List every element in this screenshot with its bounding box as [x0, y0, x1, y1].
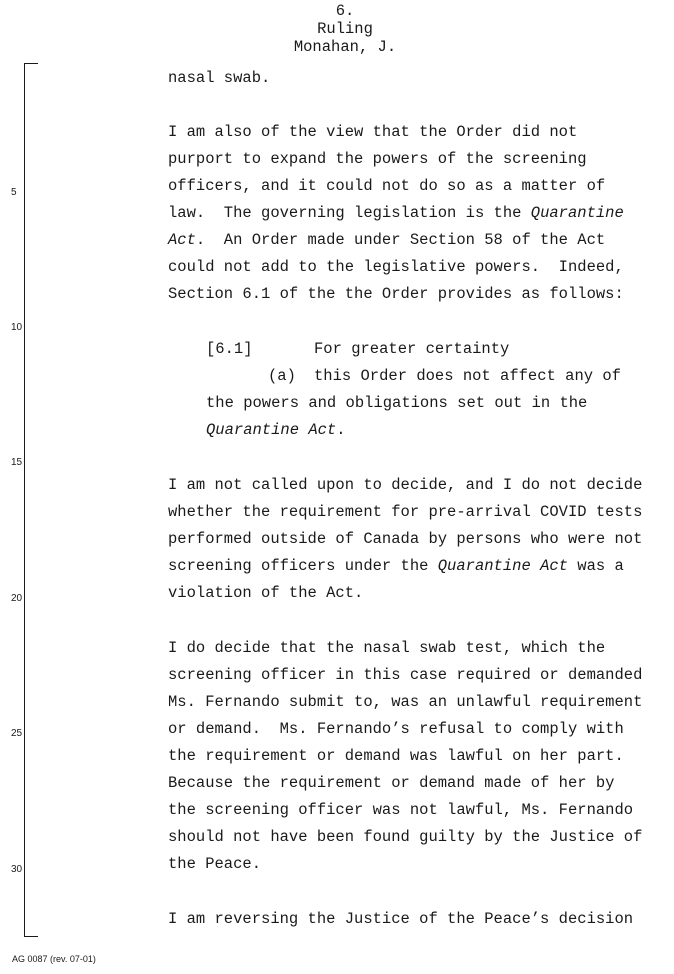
body-line: I am not called upon to decide, and I do not decide — [168, 476, 643, 494]
line-number: 25 — [11, 728, 23, 739]
italic-statute: Quarantine Act — [206, 421, 337, 439]
quote-line: Quarantine Act. — [206, 421, 346, 439]
body-line: I am also of the view that the Order did not — [168, 123, 578, 141]
judge-name: Monahan, J. — [293, 38, 397, 56]
body-line: Because the requirement or demand made of her by — [168, 774, 615, 792]
line-number: 15 — [11, 457, 23, 468]
body-line: nasal swab. — [168, 69, 271, 87]
form-footer: AG 0087 (rev. 07-01) — [12, 954, 96, 964]
body-line: I am reversing the Justice of the Peace’s decision — [168, 910, 634, 928]
body-line: I do decide that the nasal swab test, which the — [168, 639, 606, 657]
body-line: screening officer in this case required or demanded — [168, 666, 643, 684]
body-line: law. The governing legislation is the Quarantine — [168, 204, 624, 222]
page-number: 6. — [335, 2, 355, 20]
line-number: 10 — [11, 322, 23, 333]
line-number: 30 — [11, 864, 23, 875]
body-line: whether the requirement for pre-arrival COVID tests — [168, 503, 643, 521]
body-line: violation of the Act. — [168, 584, 364, 602]
margin-bracket-bottom — [24, 936, 38, 937]
quote-line: the powers and obligations set out in the — [206, 394, 588, 412]
body-line: should not have been found guilty by the Justice of — [168, 828, 643, 846]
body-line: Section 6.1 of the the Order provides as follows: — [168, 285, 624, 303]
body-line: Act. An Order made under Section 58 of the Act — [168, 231, 606, 249]
italic-statute: Quarantine — [530, 204, 624, 222]
italic-statute: Quarantine Act — [437, 557, 568, 575]
body-line: the Peace. — [168, 855, 262, 873]
section-title: Ruling — [317, 20, 373, 38]
quote-lead: For greater certainty — [314, 340, 510, 358]
line-number: 5 — [11, 187, 17, 198]
body-line: officers, and it could not do so as a matter of — [168, 177, 606, 195]
quote-section-ref: [6.1] — [206, 340, 253, 358]
italic-statute: Act — [168, 231, 196, 249]
body-line: the requirement or demand was lawful on her part. — [168, 747, 624, 765]
quote-item-text: this Order does not affect any of — [314, 367, 621, 385]
body-line: performed outside of Canada by persons who were not — [168, 530, 643, 548]
body-line: or demand. Ms. Fernando’s refusal to comply with — [168, 720, 624, 738]
body-line: Ms. Fernando submit to, was an unlawful requirement — [168, 693, 643, 711]
body-line: could not add to the legislative powers. Indeed, — [168, 258, 624, 276]
quote-item-label: (a) — [268, 367, 296, 385]
body-line: screening officers under the Quarantine Act was a — [168, 557, 624, 575]
margin-bracket — [24, 63, 25, 937]
body-line: the screening officer was not lawful, Ms. Fernando — [168, 801, 634, 819]
margin-bracket-top — [24, 63, 38, 64]
body-line: purport to expand the powers of the screening — [168, 150, 587, 168]
line-number: 20 — [11, 593, 23, 604]
